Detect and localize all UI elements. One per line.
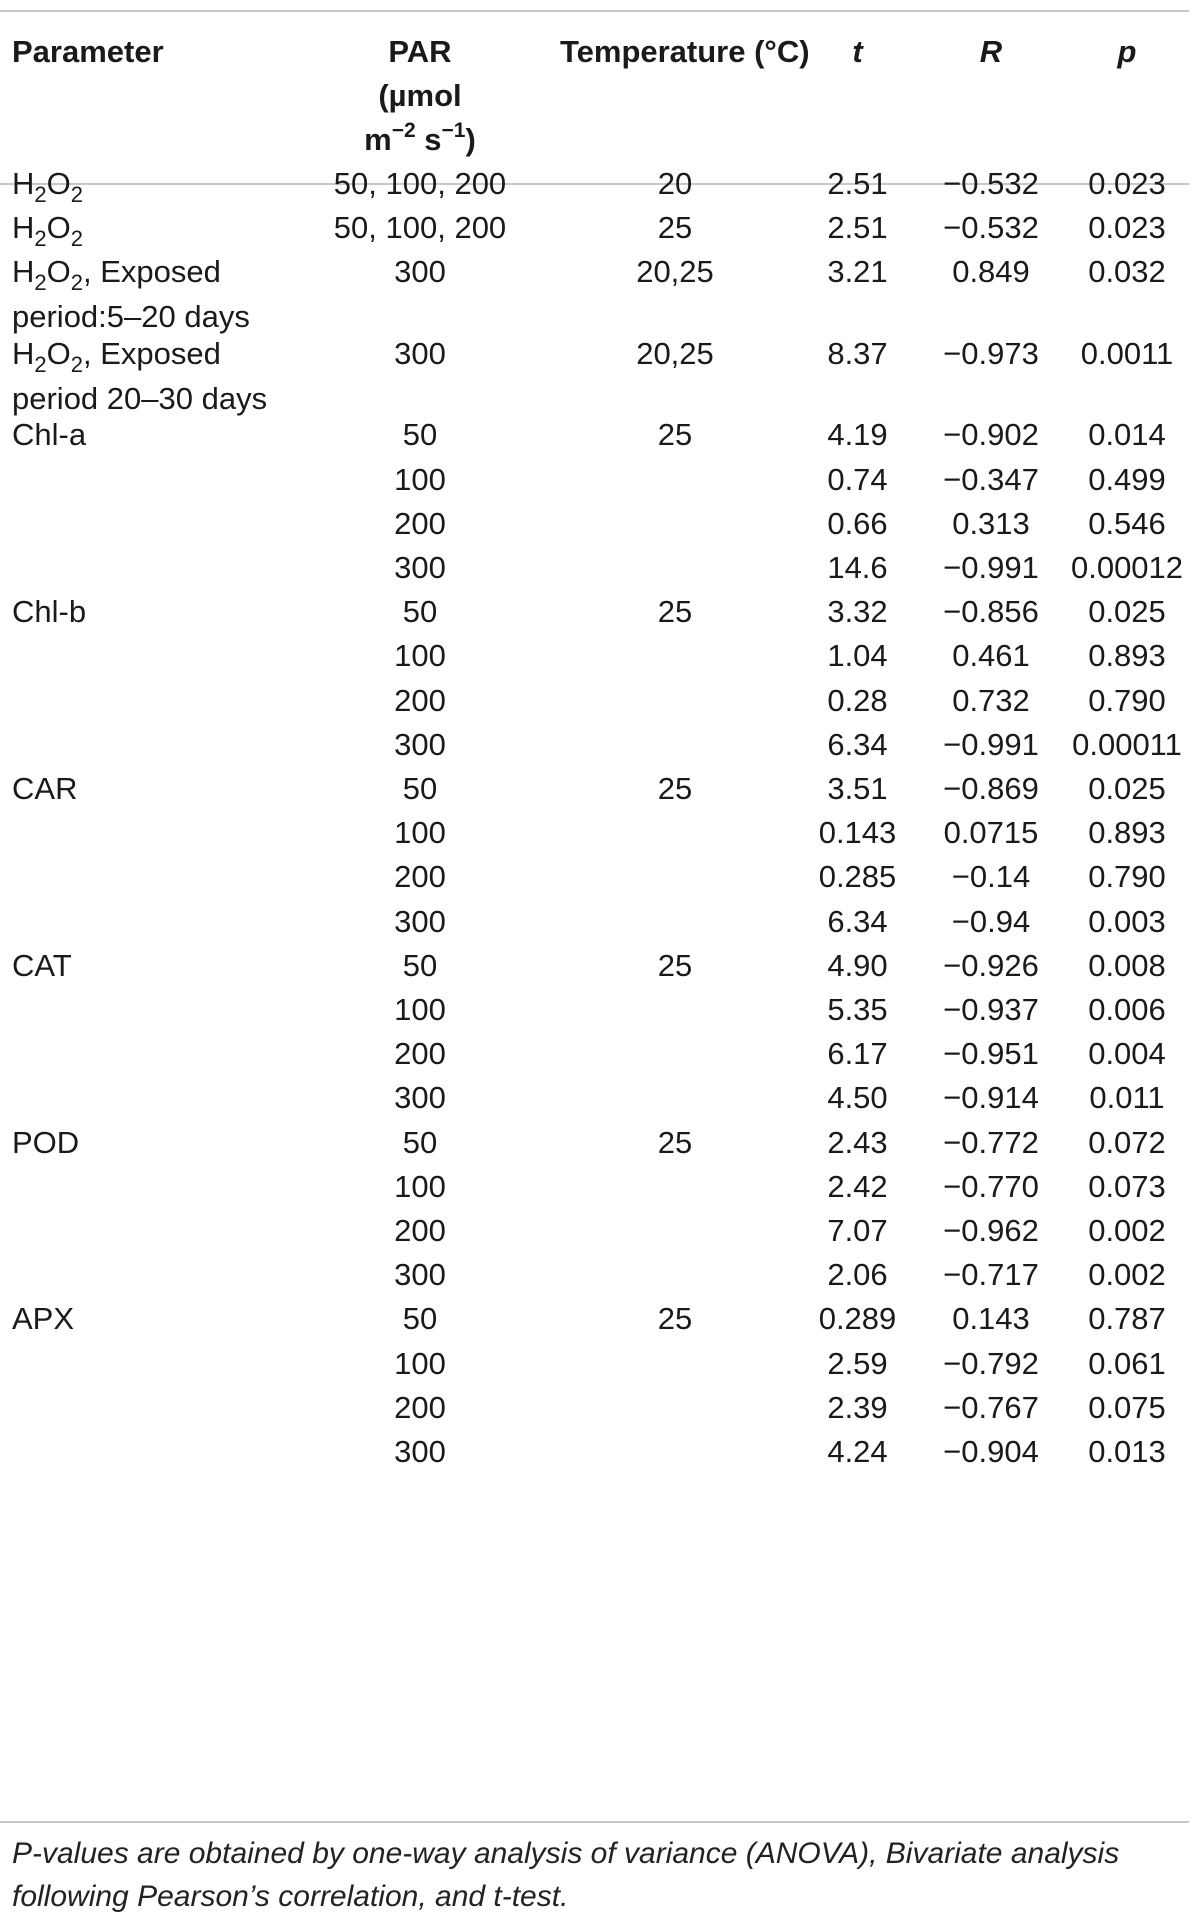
cell-t: 6.34	[827, 903, 888, 939]
header-t: t	[852, 34, 863, 69]
cell-p: 0.004	[1088, 1036, 1166, 1072]
cell-parameter: Chl-b	[12, 594, 87, 630]
cell-par: 50, 100, 200	[333, 166, 507, 201]
cell-p: 0.00012	[1070, 550, 1184, 585]
cell-t: 2.59	[827, 1345, 888, 1381]
cell-par: 300	[394, 254, 446, 290]
parameter-chem-h: H	[12, 210, 35, 246]
cell-R: −0.94	[951, 903, 1031, 939]
cell-R: −0.962	[943, 1213, 1039, 1248]
cell-t: 0.143	[818, 815, 897, 851]
cell-par: 50	[402, 594, 438, 630]
cell-R: −0.347	[943, 461, 1039, 497]
cell-p: 0.023	[1088, 166, 1166, 201]
parameter-chem-h: H	[12, 335, 35, 371]
table-footnote	[12, 1832, 1192, 1918]
cell-t: 0.66	[827, 505, 888, 541]
parameter-chem-h: H	[12, 166, 35, 201]
cell-par: 100	[394, 638, 446, 674]
header-par-close: )	[465, 122, 476, 157]
header-par-exp2: −1	[441, 119, 466, 142]
cell-par: 200	[394, 505, 446, 541]
parameter-line-2: period 20–30 days	[12, 380, 268, 416]
header-par	[305, 30, 535, 166]
cell-R: 0.313	[952, 505, 1030, 541]
cell-R: −0.902	[943, 417, 1039, 453]
cell-p: 0.790	[1088, 682, 1166, 718]
cell-t: 4.50	[827, 1080, 888, 1116]
cell-par: 300	[394, 335, 446, 371]
cell-temperature: 25	[657, 947, 693, 983]
header-par-unit-m: m	[364, 122, 392, 157]
cell-R: −0.926	[943, 947, 1039, 983]
cell-p: 0.075	[1088, 1389, 1166, 1425]
cell-parameter	[12, 205, 312, 254]
cell-p: 0.893	[1088, 638, 1166, 674]
cell-p: 0.003	[1088, 903, 1166, 939]
parameter-rest: , Exposed	[83, 335, 221, 371]
cell-parameter: Chl-a	[12, 417, 87, 453]
cell-parameter: CAR	[12, 771, 78, 806]
cell-temperature: 20	[657, 166, 693, 201]
cell-temperature: 25	[657, 594, 693, 630]
cell-parameter	[12, 249, 312, 335]
cell-t: 14.6	[827, 550, 888, 585]
cell-par: 100	[394, 1168, 446, 1204]
bottom-rule	[0, 1821, 1189, 1823]
cell-R: −0.772	[943, 1124, 1039, 1160]
cell-parameter: POD	[12, 1124, 80, 1160]
cell-t: 0.74	[827, 461, 888, 497]
cell-p: 0.546	[1088, 505, 1166, 541]
cell-p: 0.790	[1088, 859, 1166, 895]
cell-R: −0.717	[943, 1257, 1039, 1293]
cell-par: 100	[394, 815, 446, 851]
cell-t: 3.51	[827, 771, 888, 806]
parameter-chem-o: O	[46, 335, 71, 371]
cell-R: −0.856	[943, 594, 1039, 630]
cell-R: −0.770	[943, 1168, 1039, 1204]
cell-R: −0.991	[943, 550, 1039, 585]
cell-t: 5.35	[827, 992, 888, 1027]
cell-par: 100	[394, 992, 446, 1027]
cell-parameter	[12, 331, 312, 417]
cell-p: 0.032	[1088, 254, 1166, 290]
header-par-line2: (µmol	[378, 78, 462, 113]
cell-par: 300	[394, 1080, 446, 1116]
cell-p: 0.893	[1088, 815, 1166, 851]
header-R: R	[979, 34, 1003, 69]
parameter-line-1	[12, 161, 312, 210]
cell-t: 4.19	[827, 417, 888, 453]
cell-par: 50	[402, 947, 438, 983]
cell-R: −0.14	[951, 859, 1031, 895]
cell-par: 200	[394, 859, 446, 895]
parameter-line-1	[12, 331, 312, 380]
cell-R: 0.732	[952, 682, 1030, 718]
cell-p: 0.013	[1088, 1434, 1166, 1469]
cell-R: −0.532	[943, 166, 1039, 201]
cell-par: 200	[394, 1389, 446, 1425]
parameter-sub: 2	[34, 182, 47, 207]
cell-p: 0.025	[1088, 771, 1166, 806]
cell-par: 300	[394, 550, 446, 585]
cell-R: 0.849	[952, 254, 1030, 290]
cell-par: 100	[394, 461, 446, 497]
cell-t: 2.51	[827, 166, 888, 201]
cell-p: 0.0011	[1080, 335, 1174, 371]
cell-par: 50, 100, 200	[333, 210, 507, 246]
parameter-sub: 2	[70, 351, 84, 377]
header-par-unit-s: s	[415, 122, 442, 157]
cell-par: 50	[402, 1124, 438, 1160]
parameter-sub: 2	[70, 182, 84, 207]
cell-t: 4.24	[827, 1434, 888, 1469]
cell-t: 0.289	[818, 1301, 897, 1337]
cell-parameter	[12, 161, 312, 210]
header-par-line3	[305, 118, 535, 166]
cell-t: 3.32	[827, 594, 888, 630]
cell-t: 7.07	[827, 1213, 888, 1248]
parameter-sub: 2	[34, 226, 47, 252]
cell-temperature: 20,25	[636, 254, 714, 290]
cell-p: 0.002	[1088, 1257, 1166, 1293]
footnote-line-1: P-values are obtained by one-way analysis of variance (ANOVA), Bivariate analysis	[12, 1837, 1120, 1870]
cell-par: 50	[402, 1301, 438, 1337]
cell-t: 6.17	[827, 1036, 888, 1072]
cell-temperature: 25	[657, 771, 693, 806]
footnote-line-2: following Pearson’s correlation, and t-test.	[12, 1880, 569, 1913]
cell-t: 2.42	[827, 1168, 888, 1204]
cell-R: −0.904	[943, 1434, 1039, 1469]
cell-p: 0.023	[1088, 210, 1166, 246]
cell-t: 3.21	[827, 254, 888, 290]
cell-par: 200	[394, 682, 446, 718]
cell-R: −0.937	[943, 992, 1039, 1027]
cell-t: 2.43	[827, 1124, 888, 1160]
parameter-chem-h: H	[12, 254, 35, 290]
header-temperature: Temperature (°C)	[560, 34, 810, 69]
cell-par: 200	[394, 1036, 446, 1072]
parameter-line-1	[12, 249, 312, 298]
cell-temperature: 25	[657, 1124, 693, 1160]
cell-parameter: APX	[12, 1301, 75, 1337]
cell-par: 300	[394, 1434, 446, 1469]
cell-p: 0.499	[1088, 461, 1166, 497]
cell-p: 0.002	[1088, 1213, 1166, 1248]
cell-par: 300	[394, 1257, 446, 1293]
cell-p: 0.008	[1088, 947, 1166, 983]
cell-parameter: CAT	[12, 947, 72, 983]
parameter-line-1	[12, 205, 312, 254]
parameter-chem-o: O	[46, 210, 71, 246]
cell-R: −0.869	[943, 771, 1039, 806]
header-par-exp1: −2	[391, 119, 416, 142]
cell-par: 300	[394, 726, 446, 762]
parameter-sub: 2	[70, 226, 84, 252]
header-par-line1: PAR	[388, 34, 452, 69]
cell-p: 0.787	[1088, 1301, 1166, 1337]
parameter-sub: 2	[70, 270, 84, 296]
top-rule	[0, 10, 1189, 12]
cell-t: 2.51	[827, 210, 888, 246]
cell-p: 0.011	[1089, 1080, 1165, 1116]
parameter-sub: 2	[34, 270, 47, 296]
cell-par: 50	[402, 417, 438, 453]
parameter-sub: 2	[34, 351, 47, 377]
cell-t: 2.06	[827, 1257, 888, 1293]
parameter-rest: , Exposed	[83, 254, 221, 290]
cell-t: 4.90	[827, 947, 888, 983]
cell-temperature: 25	[657, 1301, 693, 1337]
parameter-chem-o: O	[46, 254, 71, 290]
cell-R: −0.792	[943, 1345, 1039, 1381]
cell-p: 0.061	[1088, 1345, 1166, 1381]
parameter-chem-o: O	[46, 166, 71, 201]
cell-R: −0.767	[943, 1389, 1039, 1425]
cell-par: 50	[402, 771, 438, 806]
cell-par: 200	[394, 1213, 446, 1248]
cell-R: −0.951	[943, 1036, 1039, 1072]
parameter-line-2: period:5–20 days	[12, 299, 250, 335]
cell-par: 300	[394, 903, 446, 939]
cell-p: 0.025	[1088, 594, 1166, 630]
cell-R: −0.914	[943, 1080, 1039, 1116]
cell-p: 0.006	[1088, 992, 1166, 1027]
cell-R: 0.143	[952, 1301, 1030, 1337]
cell-t: 0.285	[818, 859, 897, 895]
cell-t: 6.34	[827, 726, 888, 762]
cell-R: 0.461	[952, 638, 1030, 674]
cell-p: 0.014	[1088, 417, 1166, 453]
cell-temperature: 20,25	[636, 335, 714, 371]
header-p: p	[1117, 34, 1137, 69]
cell-t: 0.28	[827, 682, 888, 718]
cell-R: −0.973	[943, 335, 1039, 371]
cell-temperature: 25	[657, 210, 693, 246]
cell-R: 0.0715	[943, 815, 1039, 851]
cell-par: 100	[394, 1345, 446, 1381]
cell-R: −0.532	[943, 210, 1039, 246]
cell-p: 0.073	[1088, 1168, 1166, 1204]
header-parameter: Parameter	[12, 34, 164, 69]
cell-temperature: 25	[657, 417, 693, 453]
cell-p: 0.072	[1088, 1124, 1166, 1160]
cell-R: −0.991	[943, 726, 1039, 762]
cell-t: 1.04	[827, 638, 888, 674]
cell-t: 8.37	[827, 335, 888, 371]
cell-p: 0.00011	[1072, 726, 1182, 762]
cell-t: 2.39	[827, 1389, 888, 1425]
